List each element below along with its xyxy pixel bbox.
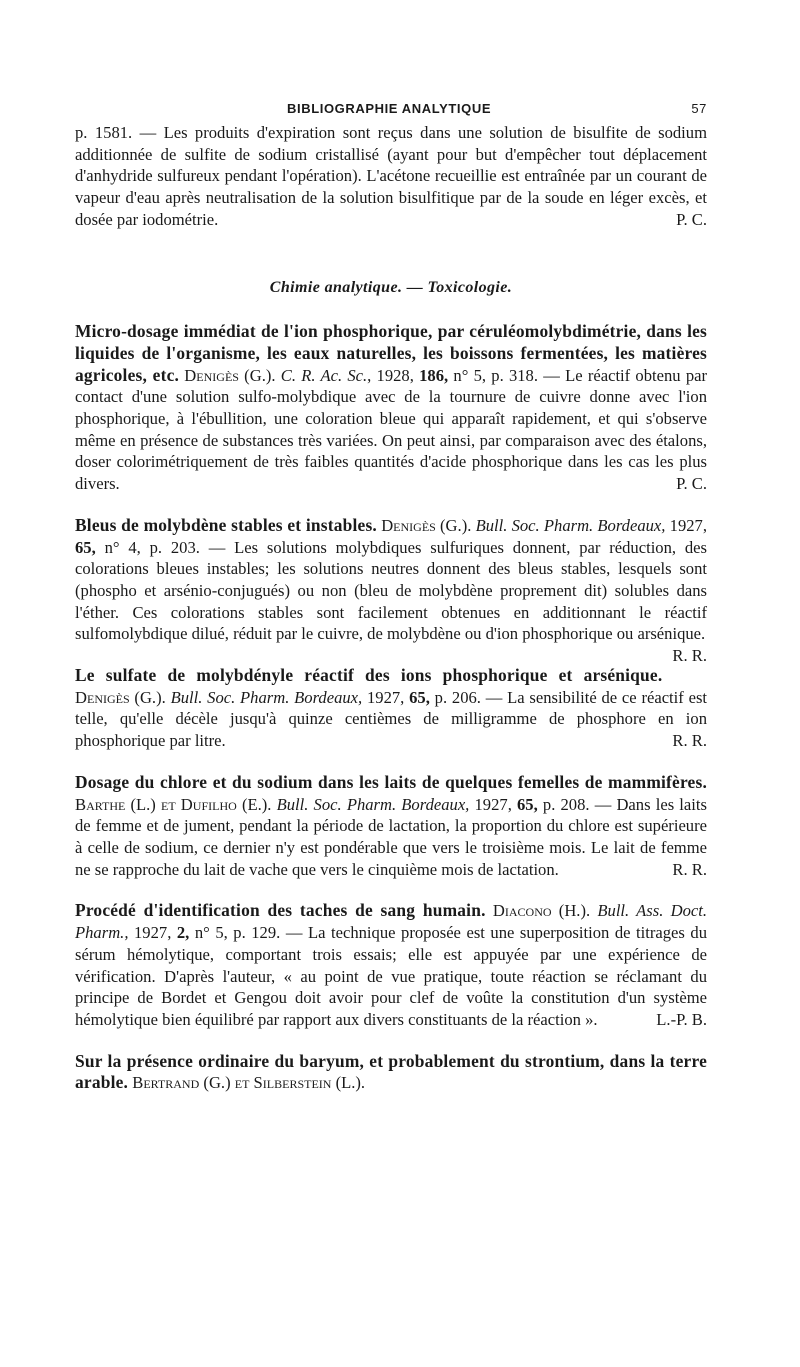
entry-year: 1927, (474, 794, 512, 814)
entry-title: Le sulfate de molybdényle réactif des ions phosphorique et arsénique. (75, 665, 663, 686)
entry-author: Diacono (H.). (492, 901, 591, 921)
entry-year: 1927, (134, 923, 172, 943)
entry-body: — Le réactif obtenu par contact d'une solution sulfo-molybdique avec de la tournure de cuivre donne avec l'ion phosphorique, à l'ébullition, une coloration bleue qui apparaît rapidement, et qui s'observe même en présence de substances très variées. On peut ainsi, par comparaison avec des étalons, doser colorimétriquement de très faibles quantités d'acide phosphorique dans les cas les plus divers. (75, 365, 708, 494)
entry-issue-pages: n° 5, p. 318. (453, 365, 538, 385)
intro-signature: P. C. (676, 209, 707, 229)
entry-issue-pages: n° 4, p. 203. (104, 537, 200, 557)
entry-body: — Les solutions molybdiques sulfuriques donnent, par réduction, des colorations bleues instables; les solutions neutres donnent des bleus stables, lesquels sont (phospho et arsénio-conjugués) ou non (bleu de molybdène proprement dit) solubles dans l'éther. Ces colorations stables sont facilement obtenues en additionnant le réactif sulfomolybdique dilué, réduit par le cuivre, de molybdène ou d'ion phosphorique ou arsénique. (75, 537, 707, 644)
entry-signature: R. R. (672, 859, 707, 879)
intro-text: p. 1581. — Les produits d'expiration sont reçus dans une solution de bisulfite de sodium additionnée de sulfite de sodium cristallisé (ayant pour but d'empêcher tout déplacement d'anhydride sulfureux pendant l'opération). L'acétone recueillie est entraînée par un courant de vapeur d'eau après neutralisation de la solution bisulfitique par de la soude en léger excès, et dosée par iodométrie. (75, 123, 707, 229)
entry-year: 1927, (669, 515, 707, 535)
bibliography-entry (75, 665, 707, 752)
entry-title: Micro-dosage immédiat de l'ion phosphorique, par céruléomolybdimétrie, dans les liquides de l'organisme, les eaux naturelles, les boissons fermentées, les matières agricoles, etc. (75, 321, 707, 385)
header-title: BIBLIOGRAPHIE ANALYTIQUE (287, 101, 492, 116)
entry-title: Sur la présence ordinaire du baryum, et probablement du strontium, dans la terre arable. (75, 1050, 707, 1093)
entry-signature: R. R. (672, 731, 707, 751)
entry-signature: R. R. (672, 646, 707, 666)
entry-body: — La technique proposée est une superposition de titrages du sérum hémolytique, comportant trois essais; elle est appuyée par une expérience de vérification. D'après l'auteur, « au point de vue pratique, toute réaction se réclamant du principe de Bordet et Gengou doit avoir pour clef de voûte la constitution d'un système hémolytique bien équilibré par rapport aux divers constituants de la réaction ». (75, 923, 707, 1029)
entry-volume: 65, (517, 794, 538, 814)
page-number: 57 (691, 101, 707, 116)
entry-signature: P. C. (676, 474, 707, 494)
entry-year: 1928, (376, 365, 414, 385)
entry-issue-pages: p. 206. (434, 687, 481, 707)
entry-journal: Bull. Soc. Pharm. Bordeaux, (170, 687, 363, 707)
entry-author: Bertrand (G.) et Silberstein (L.). (132, 1073, 366, 1093)
entry-author: Denigès (G.). (75, 687, 166, 707)
entry-author: Denigès (G.). (381, 515, 472, 535)
entry-author: Barthe (L.) et Dufilho (E.). (75, 794, 272, 814)
entry-body: — Dans les laits de femme et de jument, pendant la période de lactation, la proportion du chlore est supérieure à celle de sodium, ce dernier n'y est pondérable que vers le troisième mois. Le lait de femme ne se rapproche du lait de vache que vers le cinquième mois de lactation. (75, 794, 707, 879)
bibliography-entry (75, 900, 707, 1030)
entry-volume: 65, (75, 537, 96, 557)
document-page (75, 98, 707, 1114)
running-header (75, 98, 707, 122)
entry-signature: L.-P. B. (656, 1009, 707, 1029)
entry-issue-pages: p. 208. (542, 794, 590, 814)
entry-journal: Bull. Soc. Pharm. Bordeaux, (276, 794, 470, 814)
bibliography-entry (75, 1051, 707, 1094)
entry-year: 1927, (366, 687, 405, 707)
entry-title: Bleus de molybdène stables et instables. (75, 514, 377, 535)
entry-journal: Bull. Soc. Pharm. Bordeaux, (475, 515, 666, 535)
entry-journal: C. R. Ac. Sc. (280, 365, 368, 385)
entry-author: Denigès (G.). (184, 365, 276, 385)
bibliography-entry: Micro-dosage immédiat de l'ion phosphorique, par céruléomolybdimétrie, dans les liquides de l'organisme, les eaux naturelles, les boissons fermentées, les matières agricoles, etc. Denigès (G.). C. R. Ac. Sc., 1928, 186, n° 5, p. 318. — Le réactif obtenu par contact d'une solution sulfo-molybdique avec de la tournure de cuivre donne avec l'ion phosphorique, à l'ébullition, une coloration bleue qui apparaît rapidement, et qui s'observe même en présence de substances très variées. On peut ainsi, par comparaison avec des étalons, doser colorimétriquement de très faibles quantités d'acide phosphorique dans les cas les plus divers. P. C. (75, 321, 708, 494)
entry-issue-pages: n° 5, p. 129. (194, 923, 281, 943)
entry-volume: 65, (409, 687, 430, 707)
intro-paragraph (75, 122, 707, 231)
bibliography-entry (75, 772, 707, 881)
entry-title: Procédé d'identification des taches de sang humain. (75, 900, 486, 921)
entry-journal: Bull. Ass. Doct. Pharm., (75, 901, 707, 943)
entry-volume: 186, (419, 365, 449, 385)
entry-title: Dosage du chlore et du sodium dans les laits de quelques femelles de mammifères. (75, 771, 707, 792)
bibliography-entry (75, 514, 707, 666)
section-title: Chimie analytique. — Toxicologie. (269, 278, 513, 296)
entry-volume: 2, (176, 923, 190, 943)
entry-body: — La sensibilité de ce réactif est telle, qu'elle décèle jusqu'à quinze centièmes de milligramme de phosphore en ion phosphorique par litre. (75, 687, 708, 751)
